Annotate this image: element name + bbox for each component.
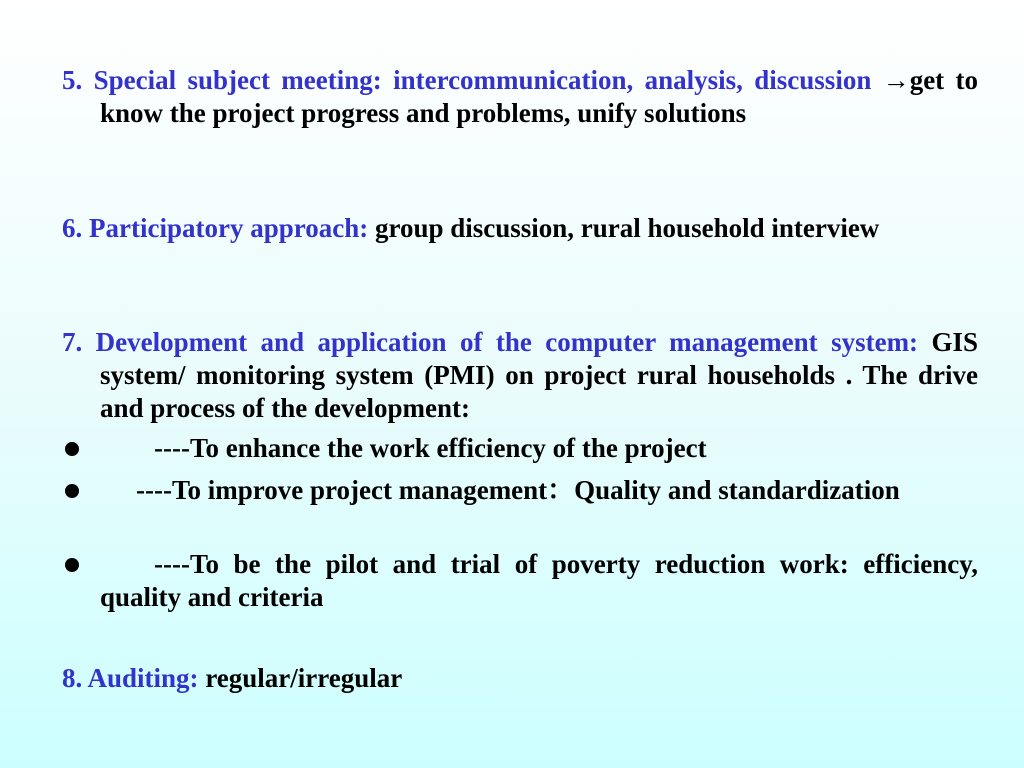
bullet-1-text: ----To enhance the work efficiency of the project	[154, 433, 707, 463]
item-8-body: regular/irregular	[198, 663, 403, 693]
item-5-number: 5.	[62, 65, 83, 95]
item-7	[62, 326, 978, 425]
item-8-number: 8.	[62, 663, 83, 693]
item-6-body: group discussion, rural household interview	[368, 213, 880, 243]
bullet-3-text: ----To be the pilot and trial of poverty reduction work: efficiency, quality and criteria	[100, 549, 978, 612]
item-5-heading: Special subject meeting: intercommunication, analysis, discussion	[93, 65, 872, 95]
bullet-dot-icon	[65, 558, 79, 572]
item-8-heading: Auditing:	[87, 663, 199, 693]
bullet-dot-icon	[65, 442, 79, 456]
item-7-body: GIS system/ monitoring system (PMI) on project rural households . The drive and process of the development:	[100, 327, 978, 423]
item-8	[62, 662, 978, 695]
bullet-2-text: ----To improve project management：Quality and standardization	[136, 475, 900, 505]
bullet-2	[62, 474, 978, 507]
bullet-3	[62, 548, 978, 614]
item-7-number: 7.	[62, 327, 83, 357]
item-5-body: →get to know the project progress and problems, unify solutions	[100, 65, 978, 128]
item-7-heading: Development and application of the computer management system:	[95, 327, 919, 357]
item-5	[62, 64, 978, 130]
item-6	[62, 212, 978, 245]
bullet-1	[62, 432, 978, 465]
item-6-number: 6.	[62, 213, 83, 243]
item-6-heading: Participatory approach:	[89, 213, 369, 243]
bullet-dot-icon	[65, 484, 79, 498]
